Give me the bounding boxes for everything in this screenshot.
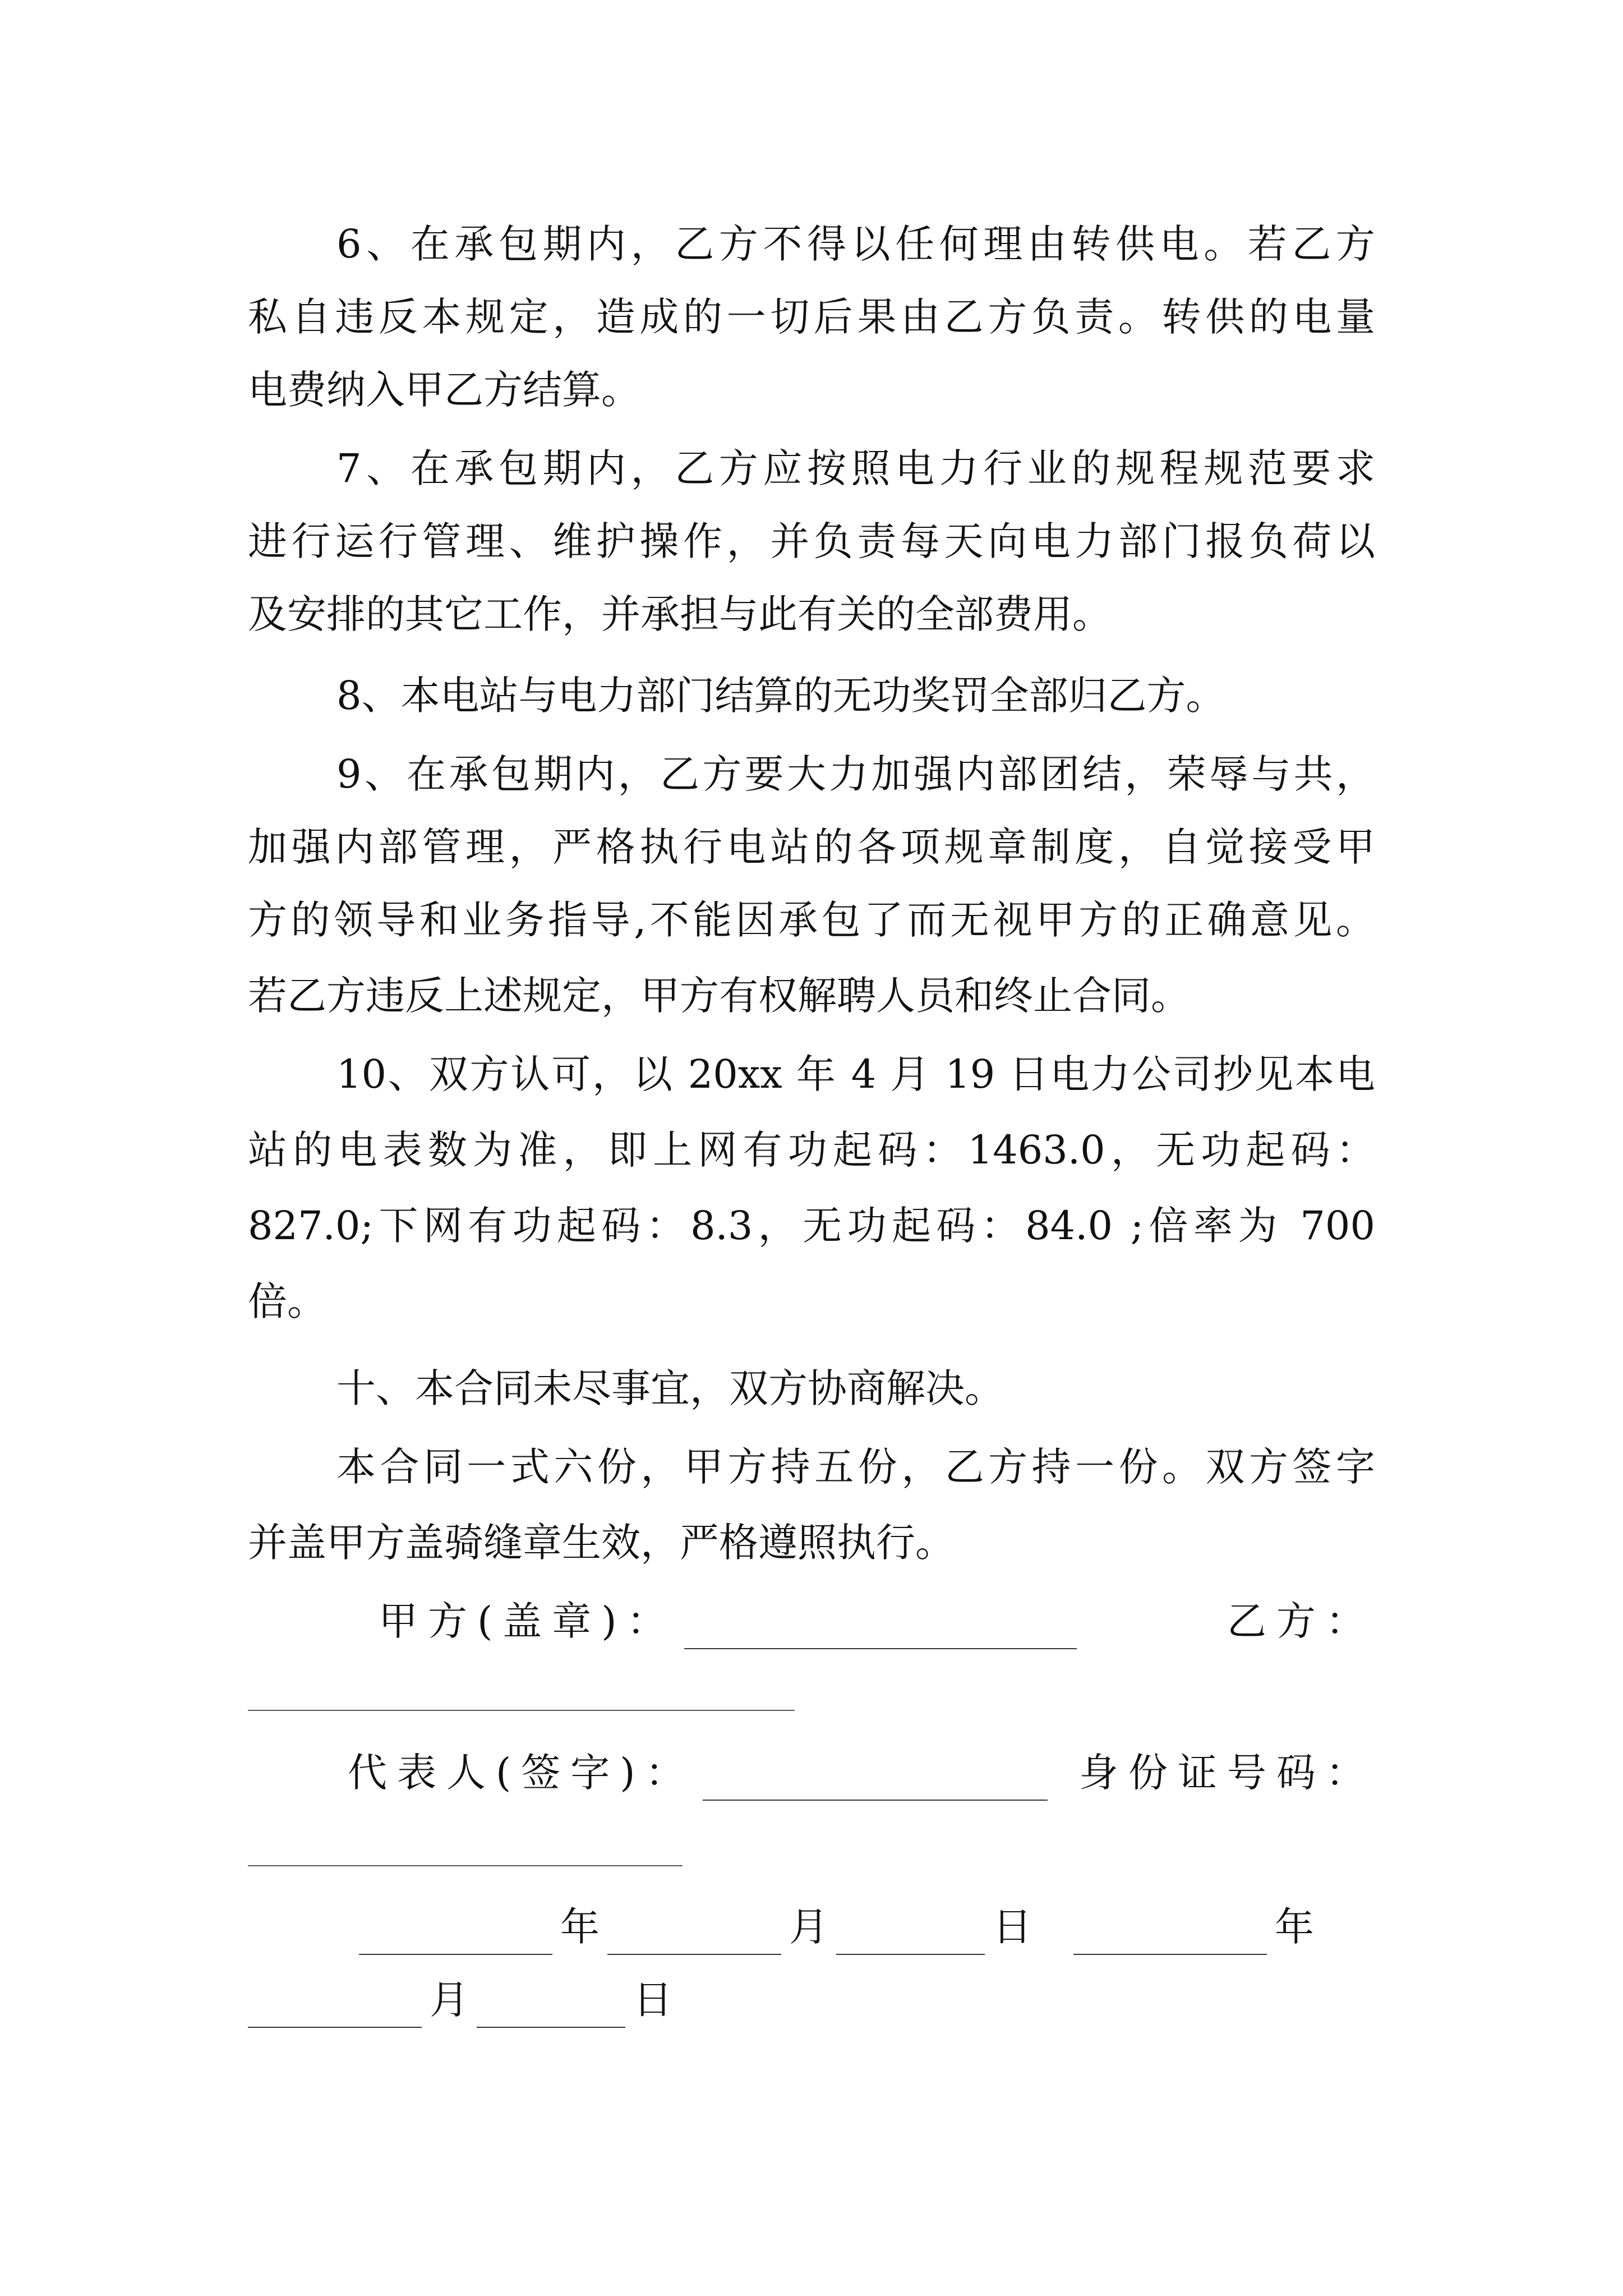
date-row-1 bbox=[359, 1899, 1375, 1955]
para-9-line-2: 加强内部管理，严格执行电站的各项规章制度，自觉接受甲 bbox=[248, 824, 1375, 870]
date-b-month-label: 月 bbox=[430, 1977, 469, 2023]
date-row-2 bbox=[248, 1972, 1375, 2028]
date-b-year-blank[interactable] bbox=[1073, 1953, 1267, 1955]
copies-line-2: 并盖甲方盖骑缝章生效，严格遵照执行。 bbox=[248, 1520, 955, 1566]
copies-line-1: 本合同一式六份，甲方持五份，乙方持一份。双方签字 bbox=[336, 1444, 1375, 1490]
date-a-month-blank[interactable] bbox=[607, 1953, 781, 1955]
para-7-line-1: 7、在承包期内，乙方应按照电力行业的规程规范要求 bbox=[336, 445, 1375, 491]
representative-blank[interactable] bbox=[703, 1799, 1048, 1801]
date-b-day-blank[interactable] bbox=[477, 2026, 625, 2028]
date-b-month-blank[interactable] bbox=[248, 2026, 422, 2028]
para-7-line-3: 及安排的其它工作，并承担与此有关的全部费用。 bbox=[248, 591, 1112, 637]
party-a-blank[interactable] bbox=[684, 1648, 1077, 1649]
para-7-line-2: 进行运行管理、维护操作，并负责每天向电力部门报负荷以 bbox=[248, 518, 1375, 564]
para-10-line-4: 倍。 bbox=[248, 1278, 326, 1324]
representative-label: 代表人(签字)： bbox=[348, 1750, 695, 1796]
para-9-line-1: 9、在承包期内，乙方要大力加强内部团结，荣辱与共， bbox=[336, 751, 1375, 797]
para-8-line-1: 8、本电站与电力部门结算的无功奖罚全部归乙方。 bbox=[336, 673, 1225, 719]
id-number-blank[interactable] bbox=[248, 1865, 683, 1866]
date-b-year-label: 年 bbox=[1275, 1904, 1314, 1950]
date-a-day-label: 日 bbox=[993, 1904, 1032, 1950]
para-6-line-3: 电费纳入甲乙方结算。 bbox=[248, 367, 640, 413]
party-b-label: 乙方： bbox=[1227, 1598, 1375, 1644]
date-a-day-blank[interactable] bbox=[836, 1953, 985, 1955]
representative-row bbox=[348, 1745, 1375, 1801]
party-a-label: 甲方(盖章)： bbox=[379, 1598, 676, 1644]
para-6-line-2: 私自违反本规定，造成的一切后果由乙方负责。转供的电量 bbox=[248, 294, 1375, 340]
para-6-line-1: 6、在承包期内，乙方不得以任何理由转供电。若乙方 bbox=[336, 221, 1375, 267]
party-signature-row bbox=[379, 1593, 1375, 1649]
para-9-line-4: 若乙方违反上述规定，甲方有权解聘人员和终止合同。 bbox=[248, 973, 1190, 1019]
date-a-year-blank[interactable] bbox=[359, 1953, 552, 1955]
date-a-month-label: 月 bbox=[789, 1904, 828, 1950]
date-b-day-label: 日 bbox=[633, 1977, 672, 2023]
party-b-blank[interactable] bbox=[248, 1710, 795, 1711]
para-9-line-3: 方的领导和业务指导,不能因承包了而无视甲方的正确意见。 bbox=[248, 897, 1375, 943]
date-a-year-label: 年 bbox=[560, 1904, 600, 1950]
para-10-line-1: 10、双方认可，以 20xx 年 4 月 19 日电力公司抄见本电 bbox=[336, 1051, 1375, 1097]
id-number-label: 身份证号码： bbox=[1079, 1750, 1375, 1796]
para-10-line-3: 827.0;下网有功起码：8.3，无功起码：84.0 ;倍率为 700 bbox=[248, 1203, 1375, 1249]
clause-ten: 十、本合同未尽事宜，双方协商解决。 bbox=[336, 1365, 1004, 1411]
para-10-line-2: 站的电表数为准，即上网有功起码：1463.0，无功起码： bbox=[248, 1127, 1375, 1173]
